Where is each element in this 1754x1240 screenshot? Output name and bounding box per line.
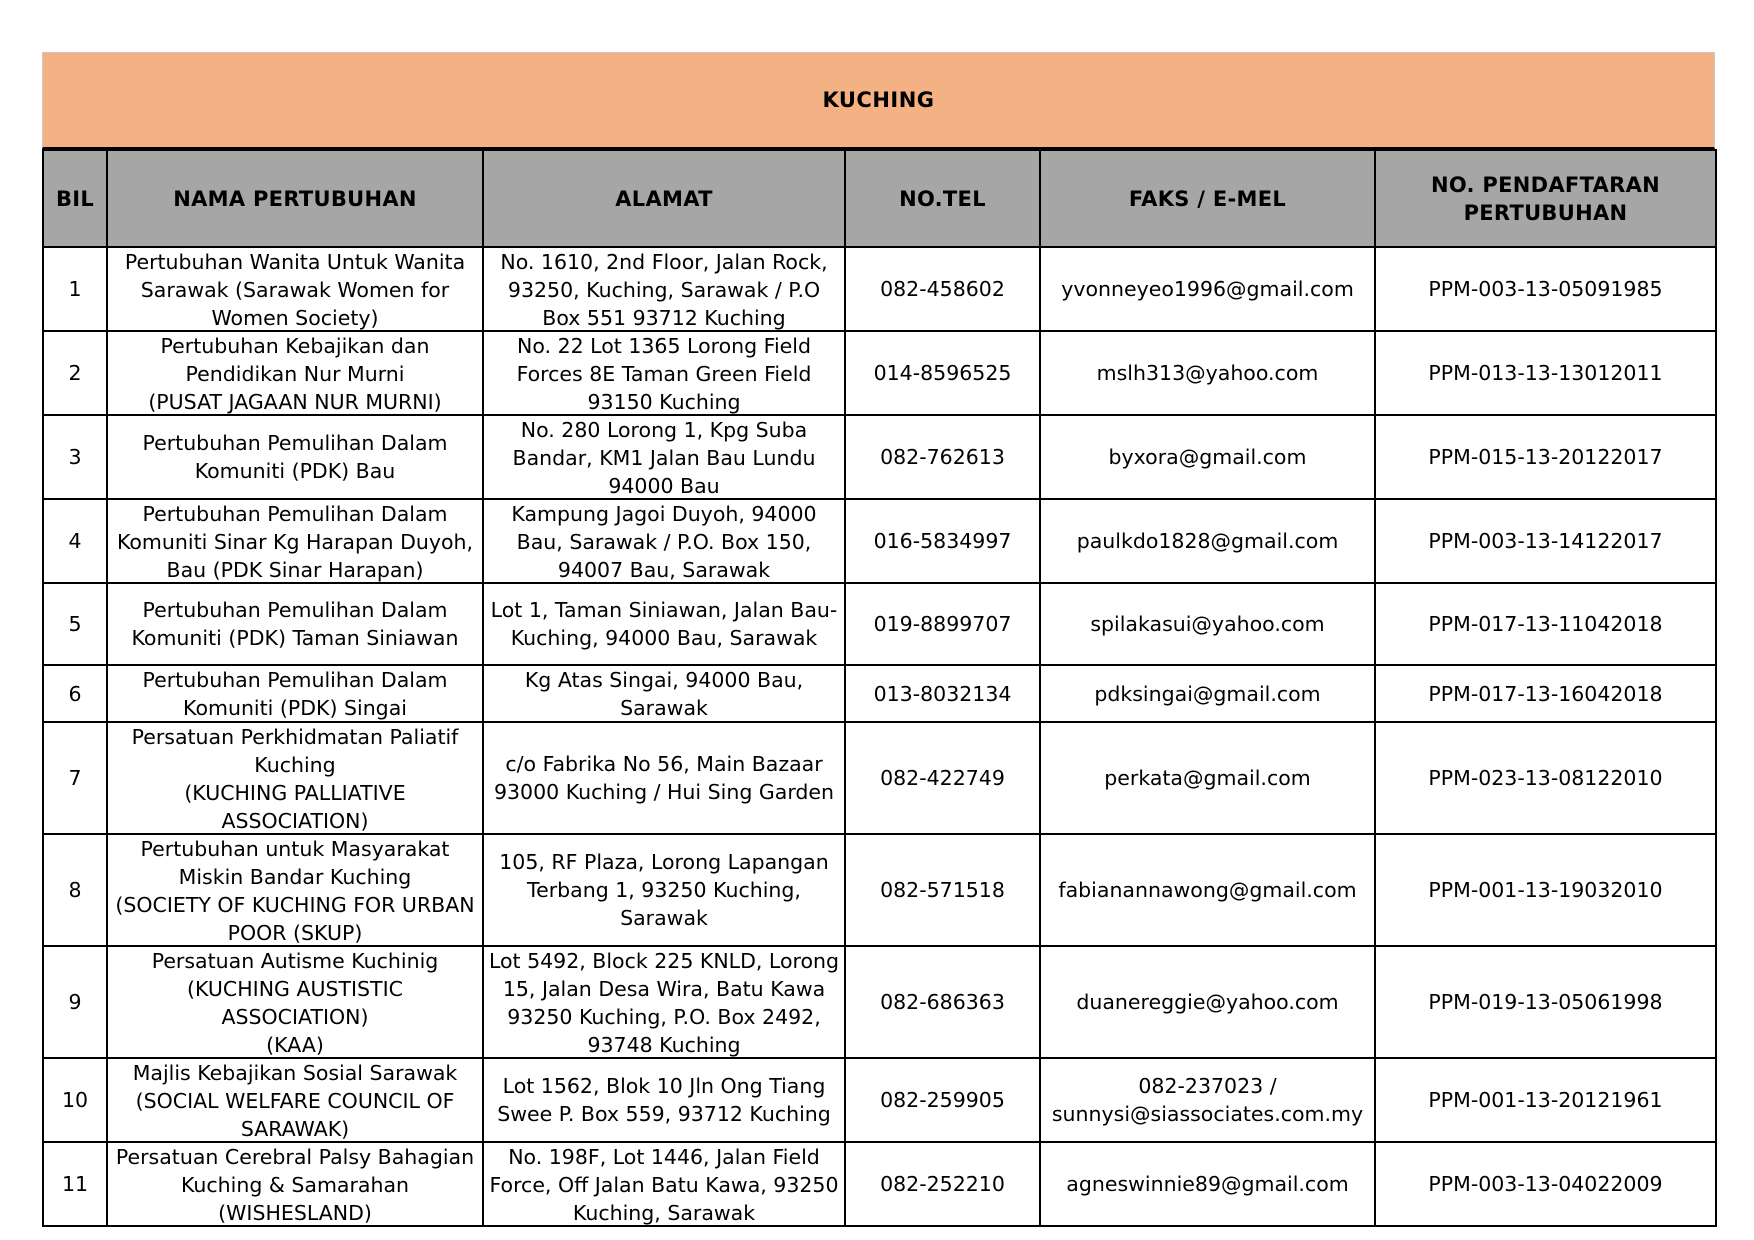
spreadsheet-page [42, 52, 1715, 1227]
cell-tel: 082-259905 [845, 1058, 1040, 1142]
cell-faks-emel: 082-237023 / sunnysi@siassociates.com.my [1040, 1058, 1375, 1142]
cell-nama: Majlis Kebajikan Sosial Sarawak (SOCIAL WELFARE COUNCIL OF SARAWAK) [107, 1058, 483, 1142]
cell-tel: 082-571518 [845, 834, 1040, 946]
table-row [43, 1142, 1716, 1226]
table-row [43, 1058, 1716, 1142]
cell-pendaftaran: PPM-001-13-19032010 [1375, 834, 1716, 946]
cell-bil: 5 [43, 583, 107, 665]
cell-alamat: No. 1610, 2nd Floor, Jalan Rock, 93250, Kuching, Sarawak / P.O Box 551 93712 Kuching [483, 247, 845, 331]
cell-bil: 7 [43, 722, 107, 834]
cell-bil: 11 [43, 1142, 107, 1226]
cell-nama: Pertubuhan untuk Masyarakat Miskin Bandar Kuching (SOCIETY OF KUCHING FOR URBAN POOR (SKUP) [107, 834, 483, 946]
cell-faks-emel: duanereggie@yahoo.com [1040, 946, 1375, 1058]
cell-tel: 082-252210 [845, 1142, 1040, 1226]
cell-alamat: No. 280 Lorong 1, Kpg Suba Bandar, KM1 Jalan Bau Lundu 94000 Bau [483, 415, 845, 499]
cell-faks-emel: paulkdo1828@gmail.com [1040, 499, 1375, 583]
header-faks-emel: FAKS / E-MEL [1040, 150, 1375, 247]
cell-faks-emel: spilakasui@yahoo.com [1040, 583, 1375, 665]
cell-alamat: No. 22 Lot 1365 Lorong Field Forces 8E Taman Green Field 93150 Kuching [483, 331, 845, 415]
cell-nama: Pertubuhan Pemulihan Dalam Komuniti Sinar Kg Harapan Duyoh, Bau (PDK Sinar Harapan) [107, 499, 483, 583]
cell-bil: 4 [43, 499, 107, 583]
header-no-pendaftaran: NO. PENDAFTARAN PERTUBUHAN [1375, 150, 1716, 247]
table-row [43, 946, 1716, 1058]
header-no-tel: NO.TEL [845, 150, 1040, 247]
table-row [43, 331, 1716, 415]
cell-alamat: Kampung Jagoi Duyoh, 94000 Bau, Sarawak / P.O. Box 150, 94007 Bau, Sarawak [483, 499, 845, 583]
cell-faks-emel: byxora@gmail.com [1040, 415, 1375, 499]
cell-pendaftaran: PPM-017-13-16042018 [1375, 665, 1716, 722]
cell-tel: 082-686363 [845, 946, 1040, 1058]
cell-alamat: Lot 1, Taman Siniawan, Jalan Bau-Kuching, 94000 Bau, Sarawak [483, 583, 845, 665]
cell-pendaftaran: PPM-001-13-20121961 [1375, 1058, 1716, 1142]
organization-table [42, 149, 1717, 1227]
cell-bil: 10 [43, 1058, 107, 1142]
cell-bil: 2 [43, 331, 107, 415]
cell-pendaftaran: PPM-003-13-05091985 [1375, 247, 1716, 331]
cell-alamat: c/o Fabrika No 56, Main Bazaar 93000 Kuching / Hui Sing Garden [483, 722, 845, 834]
cell-bil: 3 [43, 415, 107, 499]
table-row [43, 722, 1716, 834]
cell-faks-emel: fabianannawong@gmail.com [1040, 834, 1375, 946]
cell-tel: 019-8899707 [845, 583, 1040, 665]
cell-faks-emel: pdksingai@gmail.com [1040, 665, 1375, 722]
region-title-text: KUCHING [822, 88, 935, 112]
cell-alamat: Lot 1562, Blok 10 Jln Ong Tiang Swee P. Box 559, 93712 Kuching [483, 1058, 845, 1142]
header-nama-pertubuhan: NAMA PERTUBUHAN [107, 150, 483, 247]
table-row [43, 499, 1716, 583]
cell-pendaftaran: PPM-013-13-13012011 [1375, 331, 1716, 415]
cell-faks-emel: mslh313@yahoo.com [1040, 331, 1375, 415]
cell-faks-emel: yvonneyeo1996@gmail.com [1040, 247, 1375, 331]
cell-tel: 016-5834997 [845, 499, 1040, 583]
cell-pendaftaran: PPM-023-13-08122010 [1375, 722, 1716, 834]
cell-pendaftaran: PPM-003-13-14122017 [1375, 499, 1716, 583]
cell-tel: 013-8032134 [845, 665, 1040, 722]
table-row [43, 415, 1716, 499]
cell-tel: 082-422749 [845, 722, 1040, 834]
region-title [42, 52, 1715, 149]
cell-faks-emel: perkata@gmail.com [1040, 722, 1375, 834]
cell-nama: Pertubuhan Pemulihan Dalam Komuniti (PDK) Taman Siniawan [107, 583, 483, 665]
cell-pendaftaran: PPM-003-13-04022009 [1375, 1142, 1716, 1226]
cell-bil: 8 [43, 834, 107, 946]
cell-alamat: 105, RF Plaza, Lorong Lapangan Terbang 1, 93250 Kuching, Sarawak [483, 834, 845, 946]
cell-alamat: Lot 5492, Block 225 KNLD, Lorong 15, Jalan Desa Wira, Batu Kawa 93250 Kuching, P.O. Box 2492, 93748 Kuching [483, 946, 845, 1058]
cell-nama: Pertubuhan Kebajikan dan Pendidikan Nur Murni (PUSAT JAGAAN NUR MURNI) [107, 331, 483, 415]
cell-bil: 9 [43, 946, 107, 1058]
table-row [43, 247, 1716, 331]
cell-tel: 014-8596525 [845, 331, 1040, 415]
header-row [43, 150, 1716, 247]
cell-nama: Persatuan Cerebral Palsy Bahagian Kuching & Samarahan (WISHESLAND) [107, 1142, 483, 1226]
cell-nama: Persatuan Perkhidmatan Paliatif Kuching (KUCHING PALLIATIVE ASSOCIATION) [107, 722, 483, 834]
cell-nama: Pertubuhan Pemulihan Dalam Komuniti (PDK) Bau [107, 415, 483, 499]
cell-nama: Persatuan Autisme Kuchinig (KUCHING AUSTISTIC ASSOCIATION) (KAA) [107, 946, 483, 1058]
cell-bil: 1 [43, 247, 107, 331]
cell-pendaftaran: PPM-015-13-20122017 [1375, 415, 1716, 499]
cell-pendaftaran: PPM-017-13-11042018 [1375, 583, 1716, 665]
cell-alamat: Kg Atas Singai, 94000 Bau, Sarawak [483, 665, 845, 722]
cell-bil: 6 [43, 665, 107, 722]
cell-tel: 082-458602 [845, 247, 1040, 331]
header-alamat: ALAMAT [483, 150, 845, 247]
cell-pendaftaran: PPM-019-13-05061998 [1375, 946, 1716, 1058]
cell-faks-emel: agneswinnie89@gmail.com [1040, 1142, 1375, 1226]
cell-nama: Pertubuhan Pemulihan Dalam Komuniti (PDK) Singai [107, 665, 483, 722]
cell-alamat: No. 198F, Lot 1446, Jalan Field Force, Off Jalan Batu Kawa, 93250 Kuching, Sarawak [483, 1142, 845, 1226]
table-row [43, 665, 1716, 722]
table-row [43, 834, 1716, 946]
table-row [43, 583, 1716, 665]
header-bil: BIL [43, 150, 107, 247]
cell-tel: 082-762613 [845, 415, 1040, 499]
cell-nama: Pertubuhan Wanita Untuk Wanita Sarawak (Sarawak Women for Women Society) [107, 247, 483, 331]
